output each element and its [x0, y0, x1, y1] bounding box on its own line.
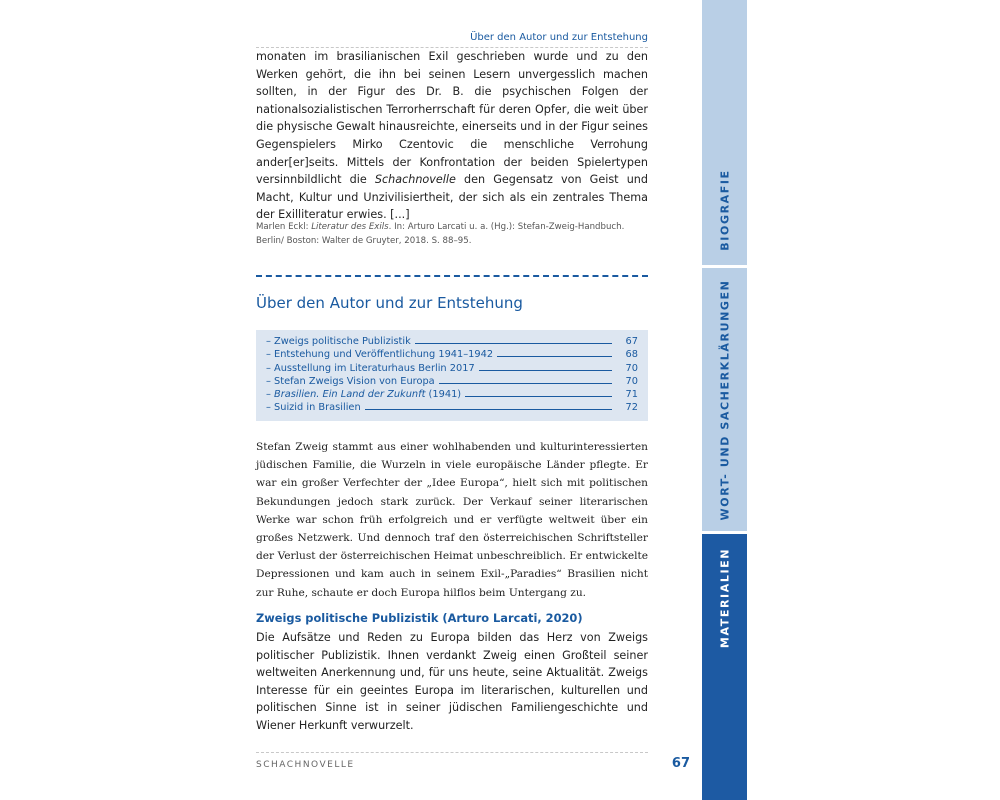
- toc-leader: [415, 343, 612, 344]
- toc-leader: [439, 383, 612, 384]
- toc-entry-title: – Stefan Zweigs Vision von Europa: [266, 375, 435, 387]
- toc-entry-title: – Zweigs politische Publizistik: [266, 336, 411, 347]
- side-tab-label: MATERIALIEN: [718, 547, 731, 649]
- section-heading: Über den Autor und zur Entstehung: [256, 294, 523, 312]
- toc-leader: [497, 356, 612, 357]
- toc-entry-title: – Ausstellung im Literaturhaus Berlin 2017: [266, 362, 475, 374]
- intro-paragraph: Stefan Zweig stammt aus einer wohlhabenden und kulturinteressierten jüdischen Familie, die Wurzeln in viele europäische Länder pflegte. Er war ein großer Verfechter der „Idee Europa“, hielt sich mit politischen Bekundungen jedoch stark zurück. Der Verkauf seiner literarischen Werke war schon früh erfolgreich und er verfügte weltweit über ein großes Netzwerk. Und dennoch traf den österreichischen Schriftsteller der Verlust der österreichischen Heimat unbeschreiblich. Er entwickelte Depressionen und kam auch in seinem Exil-„Paradies“ Brasilien nicht zur Ruhe, schaute er doch Europa hilflos beim Untergang zu.: [256, 441, 648, 599]
- toc-entry-page: 72: [625, 402, 638, 414]
- side-tab-biografie[interactable]: [702, 0, 747, 265]
- toc-list: [266, 336, 638, 416]
- toc-entry-page: 67: [625, 336, 638, 347]
- toc-entry[interactable]: [266, 376, 638, 389]
- side-tab-label: WORT- UND SACHERKLÄRUNGEN: [718, 279, 731, 520]
- toc-entry-title: – Suizid in Brasilien: [266, 402, 361, 414]
- toc-leader: [365, 409, 612, 410]
- toc-leader: [479, 370, 612, 371]
- side-tab-label: BIOGRAFIE: [718, 169, 731, 251]
- toc-entry[interactable]: [266, 389, 638, 402]
- body-paragraph: Die Aufsätze und Reden zu Europa bilden das Herz von Zweigs politischer Publizistik. Ihnen verdankt Zweig einen Großteil seiner weltweiten Anerkennung und, für uns heute, seine Aktualität. Zweigs Interesse für ein geeintes Europa im literarischen, kulturellen und politischen Sinne ist in seiner jüdischen Familiengeschichte und Wiener Herkunft verwurzelt.: [256, 631, 648, 732]
- side-tab-materialien[interactable]: [702, 534, 747, 800]
- toc-entry[interactable]: [266, 336, 638, 349]
- side-tab-wort-und-sacherklaerungen[interactable]: [702, 268, 747, 531]
- section-divider: [256, 275, 648, 277]
- footer-book-title: SCHACHNOVELLE: [256, 760, 355, 770]
- table-of-contents: [256, 330, 648, 421]
- toc-entry-page: 68: [625, 349, 638, 361]
- toc-entry-page: 71: [625, 389, 638, 401]
- toc-entry[interactable]: [266, 363, 638, 376]
- toc-entry-title: – Brasilien. Ein Land der Zukunft (1941): [266, 389, 462, 401]
- subsection-heading: Zweigs politische Publizistik (Arturo Larcati, 2020): [256, 611, 583, 625]
- running-header: Über den Autor und zur Entstehung: [470, 32, 648, 43]
- toc-entry-page: 70: [625, 362, 638, 374]
- toc-leader: [465, 396, 612, 397]
- toc-entry[interactable]: [266, 402, 638, 415]
- toc-entry[interactable]: [266, 349, 638, 362]
- toc-entry-title: – Entstehung und Veröffentlichung 1941–1942: [266, 349, 494, 361]
- footer-rule: [256, 752, 648, 753]
- quote-citation: Marlen Eckl: Literatur des Exils. In: Arturo Larcati u. a. (Hg.): Stefan-Zweig-Handbuch. Berlin/ Boston: Walter de Gruyter, 2018. S. 88–95.: [256, 222, 625, 246]
- toc-entry-page: 70: [625, 375, 638, 387]
- page-number: 67: [671, 756, 690, 771]
- quote-paragraph: monaten im brasilianischen Exil geschrieben wurde und zu den Werken gehört, die ihn bei seinen Lesern unvergesslich machen sollten, in der Figur des Dr. B. die psychischen Folgen der nationalsozialistischen Terrorherrschaft für deren Opfer, die weit über die physische Gewalt hinausreichte, einerseits und in der Figur seines Gegenspielers Mirko Czentovic die menschliche Verrohung ander[er]seits. Mittels der Konfrontation der beiden Spielertypen versinnbildlicht die Schachnovelle den Gegensatz von Geist und Macht, Kultur und Unzivilisiertheit, der sich als ein zentrales Thema der Exilliteratur erwies. [...]: [256, 50, 648, 222]
